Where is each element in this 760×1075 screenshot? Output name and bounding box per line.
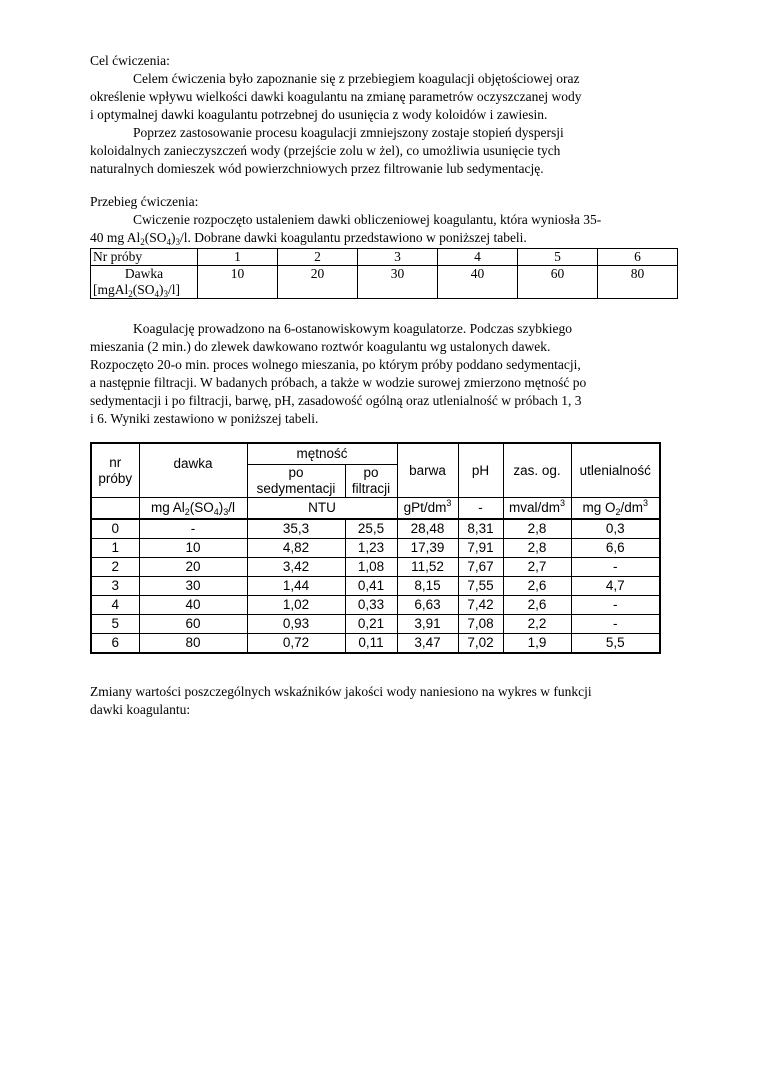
dose-table-cell: 10: [198, 266, 278, 299]
paragraph-chart-intro: [90, 683, 675, 719]
table-cell: 7,42: [458, 596, 503, 615]
table-cell: 1,23: [345, 539, 397, 558]
header-ph: pH: [458, 443, 503, 498]
paragraph-line: i optymalnej dawki koagulantu potrzebnej do usunięcia z wody koloidów i zawiesin.: [90, 107, 548, 122]
unit-ph: -: [458, 498, 503, 520]
table-cell: 1,44: [247, 577, 345, 596]
paragraph-line: Zmiany wartości poszczególnych wskaźników jakości wody naniesiono na wykres w funkcji: [90, 684, 592, 699]
dose-table-header: Dawka $[mgAl_2(SO_4)_3/l]$: [91, 266, 198, 299]
header-after-sedimentation: po sedymentacji: [247, 465, 345, 498]
unit-alkalinity: mval/$dm^3$: [503, 498, 571, 520]
section-heading-procedure: Przebieg ćwiczenia:: [90, 194, 199, 209]
table-cell: 0,93: [247, 615, 345, 634]
dose-table-cell: 6: [598, 249, 678, 266]
paragraph-line: a następnie filtracji. W badanych próbach, a także w wodzie surowej zmierzono mętność po: [90, 375, 587, 390]
table-cell: -: [571, 596, 660, 615]
header-color: barwa: [397, 443, 458, 498]
dose-table-cell: 2: [278, 249, 358, 266]
table-cell: -: [571, 558, 660, 577]
table-cell: 0,33: [345, 596, 397, 615]
paragraph-line: koloidalnych zanieczyszczeń wody (przejście zolu w żel), co umożliwia usunięcie tych: [90, 143, 561, 158]
table-cell: 7,91: [458, 539, 503, 558]
table-cell: 1,9: [503, 634, 571, 654]
table-cell: 4,82: [247, 539, 345, 558]
table-cell: 4: [91, 596, 139, 615]
table-cell: 6,6: [571, 539, 660, 558]
header-sample-no: nr próby: [91, 443, 139, 498]
table-cell: 28,48: [397, 519, 458, 539]
paragraph-line: określenie wpływu wielkości dawki koagulantu na zmianę parametrów oczyszczanej wody: [90, 89, 582, 104]
table-cell: 7,08: [458, 615, 503, 634]
table-cell: 0,11: [345, 634, 397, 654]
table-cell: 4,7: [571, 577, 660, 596]
table-cell: 7,67: [458, 558, 503, 577]
dose-table-cell: 60: [518, 266, 598, 299]
table-cell: 8,31: [458, 519, 503, 539]
table-cell: 60: [139, 615, 247, 634]
dose-table-cell: 4: [438, 249, 518, 266]
table-cell: 7,55: [458, 577, 503, 596]
paragraph-line: Celem ćwiczenia było zapoznanie się z przebiegiem koagulacji objętościowej oraz: [133, 71, 580, 86]
unit-oxidability: mg $O_2/dm^3$: [571, 498, 660, 520]
table-cell: 3,42: [247, 558, 345, 577]
table-cell: 2,8: [503, 519, 571, 539]
table-cell: 2,2: [503, 615, 571, 634]
paragraph-line: Poprzez zastosowanie procesu koagulacji zmniejszony zostaje stopień dyspersji: [133, 125, 564, 140]
dose-table-cell: 80: [598, 266, 678, 299]
paragraph-line: naturalnych domieszek wód powierzchniowych przez filtrowanie lub sedymentację.: [90, 161, 544, 176]
results-table-units-row: [91, 498, 660, 520]
results-table-header-row: [91, 443, 660, 465]
table-row: [91, 558, 660, 577]
dose-table-header: Nr próby: [91, 249, 198, 266]
section-procedure: [90, 193, 675, 247]
table-cell: 2,6: [503, 596, 571, 615]
results-table: [90, 442, 661, 654]
results-table-body: [91, 519, 660, 653]
dose-table-cell: 1: [198, 249, 278, 266]
unit-dose: mg $Al_2(SO_4)_3/l$: [139, 498, 247, 520]
table-cell: 2,8: [503, 539, 571, 558]
paragraph-line: 40 mg $Al_2(SO_4)_3/l$. Dobrane dawki koagulantu przedstawiono w poniższej tabeli.: [90, 230, 527, 247]
dose-table-cell: 20: [278, 266, 358, 299]
table-cell: 2,7: [503, 558, 571, 577]
paragraph-line: Rozpoczęto 20-o min. proces wolnego mieszania, po którym próby poddano sedymentacji,: [90, 357, 581, 372]
table-cell: 3,47: [397, 634, 458, 654]
paragraph-line: dawki koagulantu:: [90, 702, 191, 717]
table-cell: 10: [139, 539, 247, 558]
section-heading-aim: Cel ćwiczenia:: [90, 53, 170, 68]
section-aim: [90, 52, 675, 178]
header-after-filtration: po filtracji: [345, 465, 397, 498]
unit-turbidity: NTU: [247, 498, 397, 520]
header-turbidity: mętność: [247, 443, 397, 465]
header-oxidability: utlenialność: [571, 443, 660, 498]
table-cell: 6: [91, 634, 139, 654]
dose-table-row-doses: [91, 266, 678, 299]
dose-table-cell: 3: [358, 249, 438, 266]
table-cell: 1,08: [345, 558, 397, 577]
table-cell: 1: [91, 539, 139, 558]
table-cell: 0,41: [345, 577, 397, 596]
table-cell: 11,52: [397, 558, 458, 577]
table-cell: 20: [139, 558, 247, 577]
table-cell: 0: [91, 519, 139, 539]
paragraph-line: sedymentacji i po filtracji, barwę, pH, zasadowość ogólną oraz utlenialność w próbach 1, 3: [90, 393, 582, 408]
table-cell: 1,02: [247, 596, 345, 615]
table-cell: 2,6: [503, 577, 571, 596]
paragraph-methods: [90, 320, 675, 428]
table-row: [91, 615, 660, 634]
table-row: [91, 596, 660, 615]
dose-table-cell: 40: [438, 266, 518, 299]
table-cell: 0,72: [247, 634, 345, 654]
table-cell: 0,21: [345, 615, 397, 634]
table-row: [91, 577, 660, 596]
header-dose: dawka: [139, 443, 247, 498]
unit-color: gPt/$dm^3$: [397, 498, 458, 520]
table-cell: 80: [139, 634, 247, 654]
table-cell: -: [571, 615, 660, 634]
table-cell: 5: [91, 615, 139, 634]
table-row: [91, 519, 660, 539]
header-alkalinity: zas. og.: [503, 443, 571, 498]
dose-table-cell: 30: [358, 266, 438, 299]
paragraph-line: mieszania (2 min.) do zlewek dawkowano roztwór koagulantu wg ustalonych dawek.: [90, 339, 551, 354]
table-cell: 8,15: [397, 577, 458, 596]
paragraph-line: i 6. Wyniki zestawiono w poniższej tabeli.: [90, 411, 319, 426]
table-cell: 3: [91, 577, 139, 596]
dose-table-cell: 5: [518, 249, 598, 266]
paragraph-line: Cwiczenie rozpoczęto ustaleniem dawki obliczeniowej koagulantu, która wyniosła 35-: [133, 212, 602, 227]
table-row: [91, 539, 660, 558]
table-cell: 17,39: [397, 539, 458, 558]
table-cell: 2: [91, 558, 139, 577]
unit-sample-no: [91, 498, 139, 520]
dose-table-row-numbers: [91, 249, 678, 266]
table-cell: 40: [139, 596, 247, 615]
table-cell: 6,63: [397, 596, 458, 615]
table-cell: 0,3: [571, 519, 660, 539]
table-cell: 35,3: [247, 519, 345, 539]
table-cell: -: [139, 519, 247, 539]
table-cell: 7,02: [458, 634, 503, 654]
table-row: [91, 634, 660, 654]
dose-table: [90, 248, 678, 299]
table-cell: 3,91: [397, 615, 458, 634]
table-cell: 30: [139, 577, 247, 596]
paragraph-line: Koagulację prowadzono na 6-ostanowiskowym koagulatorze. Podczas szybkiego: [133, 321, 573, 336]
table-cell: 25,5: [345, 519, 397, 539]
table-cell: 5,5: [571, 634, 660, 654]
